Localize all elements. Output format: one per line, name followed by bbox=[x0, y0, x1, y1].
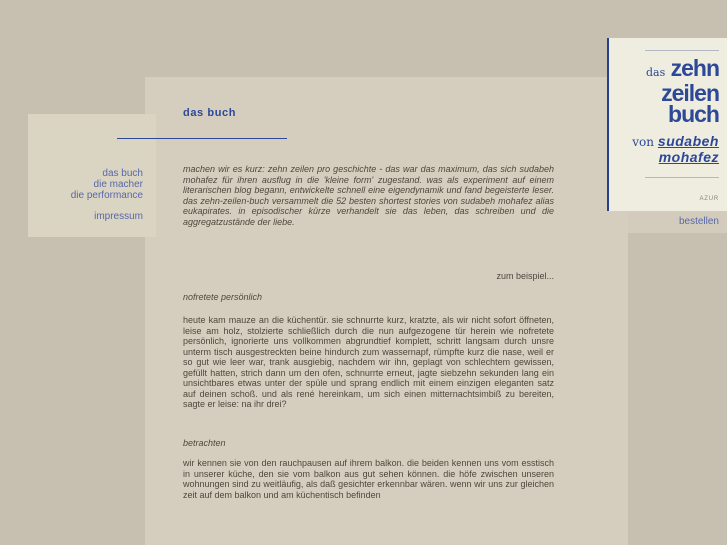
article bbox=[183, 164, 554, 500]
logo-author-line-2 bbox=[609, 150, 719, 165]
intro-paragraph: machen wir es kurz: zehn zeilen pro geschichte - das war das maximum, das sich sudabeh mohafez für ihren ausflug in die 'kleine form' zugestand. was als experiment auf einem literarischen blog begann, entwickelte schnell eine eigendynamik und fand begeisterte leser. das zehn-zeilen-buch versammelt die 52 besten shortest stories von sudabeh mohafez alias eukapirates. in episodischer kürze verhandelt sie das leben, das schreiben und die aggregatzustände der liebe. bbox=[183, 164, 554, 227]
nav-item-die-macher[interactable]: die macher bbox=[93, 178, 143, 190]
logo-title bbox=[609, 55, 719, 127]
story2-text: wir kennen sie von den rauchpausen auf ihrem balkon. die beiden kennen uns vom esstisch in unserer küche, den sie vom balkon aus gut sehen können. die höfe zwischen unseren wohnungen sind zu weitläufig, als daß gesichter erkennbar wären. wenn wir uns zur gleichen zeit auf dem balkon und am küchentisch befinden bbox=[183, 458, 554, 500]
logo-line-2: zeilen bbox=[661, 80, 719, 106]
page-title: das buch bbox=[183, 107, 237, 119]
story2-title: betrachten bbox=[183, 437, 226, 448]
nav-item-die-performance[interactable]: die performance bbox=[70, 189, 143, 201]
nav-item-das-buch[interactable]: das buch bbox=[102, 168, 143, 179]
logo-bottom-rule bbox=[645, 177, 719, 178]
logo-author-line-1 bbox=[609, 133, 719, 150]
logo-author-first: sudabeh bbox=[657, 133, 719, 149]
logo-author-last: mohafez bbox=[658, 149, 719, 165]
logo-zehn: zehn bbox=[670, 55, 719, 81]
nav-item-impressum[interactable]: impressum bbox=[94, 211, 143, 223]
story1-text: heute kam mauze an die küchentür. sie schnurrte kurz, kratzte, als wir nicht sofort öffneten, leise am holz, stolzierte schließlich durch die nun aufgezogene tür herein wie nofretete persönlich, ignorierte uns vollkommen abgrundtief komplett, schritt langsam durch unsre unterm tisch ausgestreckten beine hindurch zum wassernapf, rümpfte kurz die nase, weil er so gut wie leer war, trank ausgiebig, nachdem wir ihn, geplagt von schlechtem gewissen, gefüllt hatten, strich dann um den ofen, schnurrte erneut, jagte siebzehn sekunden lang ein unsichtbares etwas unter der spüle und sprang endlich mit einem einzigen eleganten satz auf deinen schoß. und als rené hereinkam, um sich einen mitternachtsimbiß zu bereiten, sagte er leise: na ihr drei? bbox=[183, 315, 554, 409]
logo-sidebar bbox=[607, 38, 727, 211]
example-label: zum beispiel... bbox=[496, 271, 554, 281]
logo-das: das bbox=[645, 66, 666, 79]
story1-title: nofretete persönlich bbox=[183, 291, 263, 302]
bestellen-link[interactable]: bestellen bbox=[678, 216, 719, 227]
logo-top-rule bbox=[645, 50, 719, 51]
sidebar-nav bbox=[28, 114, 156, 237]
logo-line-3: buch bbox=[668, 101, 719, 127]
order-strip bbox=[628, 211, 727, 233]
logo-von: von bbox=[632, 135, 654, 149]
heading-divider bbox=[117, 138, 287, 139]
publisher-logo: AZUR bbox=[699, 196, 719, 202]
